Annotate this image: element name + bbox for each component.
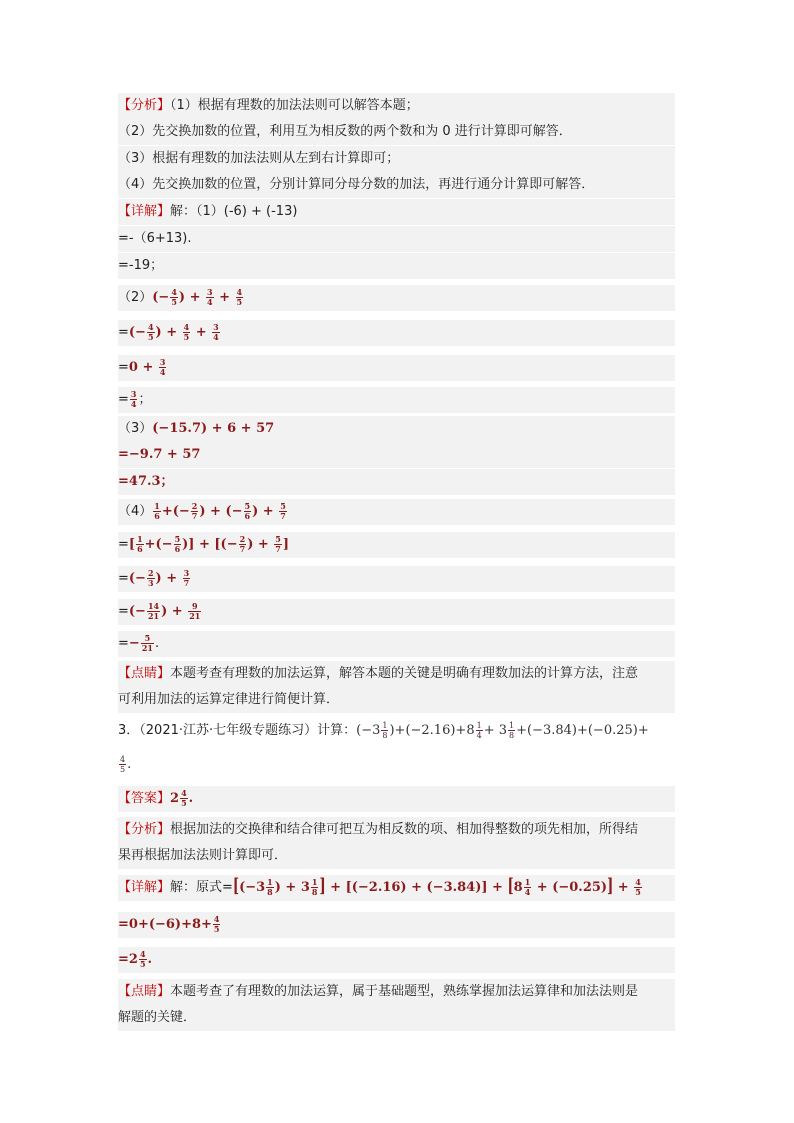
comment-line-1: [118, 661, 675, 687]
detail-line-4b: [118, 532, 675, 558]
comment-text: 本题考查有理数的加法运算，解答本题的关键是明确有理数加法的计算方法，注意: [170, 666, 639, 681]
equals: =: [118, 360, 129, 375]
math-expression: (−3 $\frac{1}{8}$ )+(−2.16)+8 $\frac{1}{4}$ + 3 $\frac{1}{8}$ +(−3.84)+(−0.25)+: [356, 721, 649, 740]
detail-line-3c: [118, 469, 675, 495]
math-expression: =−9.7 + 57: [118, 447, 201, 462]
math-expression: (− $\frac{4}{5}$ ) + $\frac{4}{5}$ + $\frac{3}{4}$: [128, 322, 219, 342]
math-expression: − $\frac{5}{21}$: [128, 633, 153, 653]
part-label: （3）: [118, 421, 153, 436]
answer-value: 2 $\frac{4}{5}$ .: [170, 788, 194, 808]
analysis-line-1: [118, 93, 675, 119]
comment-text: 可利用加法的运算定律进行简便计算．: [118, 692, 340, 707]
part-label: （4）: [118, 504, 153, 519]
equals: =: [118, 636, 129, 651]
comment-text: 本题考查了有理数的加法运算，属于基础题型，熟练掌握加法运算律和加法法则是: [170, 984, 639, 999]
math-term: +(−2.16)+: [394, 723, 467, 738]
math-expression: $\frac{4}{5}$ .: [120, 755, 132, 774]
detail-text: 解：（1）(-6) + (-13): [170, 204, 298, 219]
detail-line-1a: [118, 226, 675, 252]
equals: =: [118, 392, 129, 407]
detail2-line-2: [118, 912, 675, 938]
detail-line-4c: [118, 566, 675, 592]
question-3-line-1: [118, 718, 675, 744]
equals: =: [118, 571, 129, 586]
math-expression: =0+(−6)+8+ $\frac{4}{5}$: [118, 914, 220, 934]
question-prefix: 3．（2021·江苏·七年级专题练习）计算：: [118, 723, 357, 738]
question-3-line-2: [118, 752, 675, 778]
math-expression: (− $\frac{2}{3}$ ) + $\frac{3}{7}$: [128, 568, 190, 588]
analysis2-line-2: [118, 843, 675, 869]
analysis-line-4: [118, 172, 675, 198]
math-expression: [ $\frac{1}{6}$ +(− $\frac{5}{6}$ )] + [(− $\frac{2}{7}$ ) + $\frac{5}{7}$ ]: [128, 534, 290, 554]
analysis-text: （2）先交换加数的位置，利用互为相反数的两个数和为 0 进行计算即可解答．: [118, 124, 572, 139]
comment-label: 【点睛】: [118, 984, 171, 999]
detail-line-2b: [118, 320, 675, 346]
math-expression: 0 + $\frac{3}{4}$: [128, 357, 166, 377]
detail-label: 【详解】: [118, 204, 171, 219]
comment2-line-2: [118, 1005, 675, 1031]
equals: =: [118, 537, 129, 552]
math-expression: [(−3 $\frac{1}{8}$ ) + 3 $\frac{1}{8}$ ] + [(−2.16) + (−3.84)] + [8 $\frac{1}{4}$ + (−0.25)] + $\frac{4}{5}$: [232, 876, 641, 898]
analysis-label: 【分析】: [118, 98, 171, 113]
part-label: （2）: [118, 290, 153, 305]
detail-line-2a: [118, 285, 675, 311]
detail-line-intro: [118, 199, 675, 225]
comment2-line-1: [118, 979, 675, 1005]
analysis-line-3: [118, 146, 675, 172]
answer-line: [118, 786, 675, 812]
math-expression: $\frac{1}{6}$ +(− $\frac{2}{7}$ ) + (− $\frac{5}{6}$ ) + $\frac{5}{7}$: [154, 501, 286, 521]
analysis-text: （3）根据有理数的加法法则从左到右计算即可；: [118, 151, 400, 166]
detail-line-2d: = $\frac{3}{4}$ ；: [118, 387, 675, 413]
math-term: + (−0.25): [536, 880, 608, 895]
math-term: + [(−2.16) + (−3.84)] +: [330, 880, 503, 895]
detail-line-4d: [118, 599, 675, 625]
analysis-text: 果再根据加法法则计算即可．: [118, 848, 288, 863]
math-expression: (− $\frac{4}{5}$ ) + $\frac{3}{4}$ + $\frac{4}{5}$: [152, 287, 243, 307]
detail-line-4a: [118, 499, 675, 525]
math-term: +(−3.84)+(−0.25)+: [516, 723, 649, 738]
answer-label: 【答案】: [118, 791, 171, 806]
analysis-text: 根据加法的交换律和结合律可把互为相反数的项、相加得整数的项先相加，所得结: [170, 822, 639, 837]
detail2-line-3: [118, 947, 675, 973]
math-expression: $\frac{3}{4}$: [130, 389, 137, 409]
math-expression: =2 $\frac{4}{5}$ .: [118, 949, 153, 969]
detail-line-3a: [118, 416, 675, 442]
detail-line-2c: [118, 355, 675, 381]
comment-label: 【点睛】: [118, 666, 171, 681]
comment-line-2: [118, 687, 675, 713]
analysis-label: 【分析】: [118, 822, 171, 837]
detail-line-3b: [118, 442, 675, 468]
math-expression: =47.3；: [118, 474, 174, 489]
analysis-line-2: [118, 119, 675, 145]
analysis-text: （1）根据有理数的加法法则可以解答本题；: [170, 98, 419, 113]
detail-label: 【详解】: [118, 880, 171, 895]
detail-text: =-19；: [118, 258, 164, 273]
math-expression: (−15.7) + 6 + 57: [152, 421, 275, 436]
equals: =: [118, 325, 129, 340]
detail-text: =-（6+13).: [118, 231, 192, 246]
comment-text: 解题的关键．: [118, 1010, 197, 1025]
detail2-line-1: [118, 875, 675, 901]
analysis-text: （4）先交换加数的位置，分别计算同分母分数的加法，再进行通分计算即可解答．: [118, 177, 595, 192]
detail-line-4e: =− $\frac{5}{21}$ .: [118, 631, 675, 657]
detail-text: 解：原式=: [170, 880, 233, 895]
detail-line-1b: [118, 253, 675, 279]
math-expression: (− $\frac{14}{21}$ ) + $\frac{9}{21}$: [128, 601, 201, 621]
equals: =: [118, 604, 129, 619]
math-term: =0+(−6)+8+: [118, 917, 212, 932]
analysis2-line-1: [118, 817, 675, 843]
